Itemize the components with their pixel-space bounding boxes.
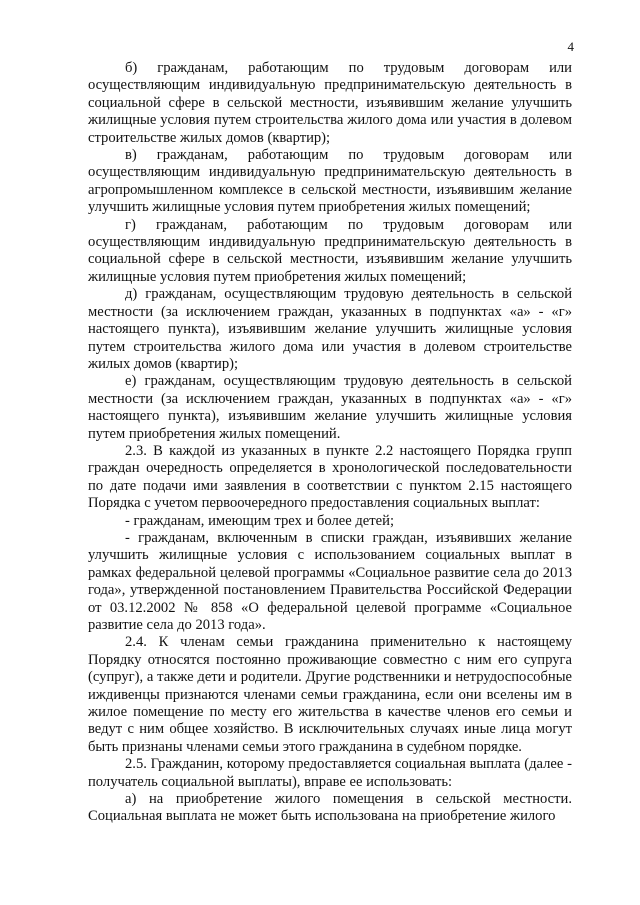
- paragraph-2-5: 2.5. Гражданин, которому предоставляется социальная выплата (далее - получатель социальной выплаты), вправе ее использовать:: [88, 756, 572, 790]
- paragraph-2-3: 2.3. В каждой из указанных в пункте 2.2 настоящего Порядка групп граждан очередность определяется в хронологической последовательности по дате подачи ими заявления в соответствии с пунктом 2.15 настоящего Порядка с учетом первоочередного предоставления социальных выплат:: [88, 442, 572, 512]
- paragraph-g: г) гражданам, работающим по трудовым договорам или осуществляющим индивидуальную предпринимательскую деятельность в социальной сфере в сельской местности, изъявившим желание улучшить жилищные условия путем приобретения жилых помещений;: [88, 216, 572, 285]
- list-item-large-families: - гражданам, имеющим трех и более детей;: [125, 512, 395, 529]
- paragraph-d: д) гражданам, осуществляющим трудовую деятельность в сельской местности (за исключением граждан, указанных в подпунктах «а» - «г» настоящего пункта), изъявившим желание улучшить жилищные условия путем строительства жилого дома или участия в долевом строительстве жилых домов (квартир);: [88, 286, 572, 372]
- paragraph-v: в) гражданам, работающим по трудовым договорам или осуществляющим индивидуальную предпринимательскую деятельность в агропромышленном комплексе в сельской местности, изъявившим желание улучшить жилищные условия путем приобретения жилых помещений;: [88, 147, 572, 216]
- paragraph-a: а) на приобретение жилого помещения в сельской местности. Социальная выплата не может быть использована на приобретение жилого: [88, 791, 572, 825]
- paragraph-e: е) гражданам, осуществляющим трудовую деятельность в сельской местности (за исключением граждан, указанных в подпунктах «а» - «г» настоящего пункта), изъявившим желание улучшить жилищные условия путем приобретения жилых помещений.: [88, 373, 572, 442]
- paragraph-b: б) гражданам, работающим по трудовым договорам или осуществляющим индивидуальную предпринимательскую деятельность в социальной сфере в сельской местности, изъявившим желание улучшить жилищные условия путем строительства жилого дома или участия в долевом строительстве жилых домов (квартир);: [88, 60, 572, 146]
- paragraph-2-4: 2.4. К членам семьи гражданина применительно к настоящему Порядку относятся постоянно проживающие совместно с ним его супруга (супруг), а также дети и родители. Другие родственники и нетрудоспособные иждивенцы признаются членами семьи гражданина, если они вселены им в жилое помещение по месту его жительства в качестве членов его семьи и ведут с ним общее хозяйство. В исключительных случаях иные лица могут быть признаны членами семьи этого гражданина в судебном порядке.: [88, 634, 572, 755]
- list-item-program-lists: - гражданам, включенным в списки граждан, изъявивших желание улучшить жилищные условия с использованием социальных выплат в рамках федеральной целевой программы «Социальное развитие села до 2013 года», утвержденной постановлением Правительства Российской Федерации от 03.12.2002 № 858 «О федеральной целевой программе «Социальное развитие села до 2013 года».: [88, 529, 572, 633]
- page-number: 4: [567, 39, 574, 54]
- document-body: [88, 60, 572, 826]
